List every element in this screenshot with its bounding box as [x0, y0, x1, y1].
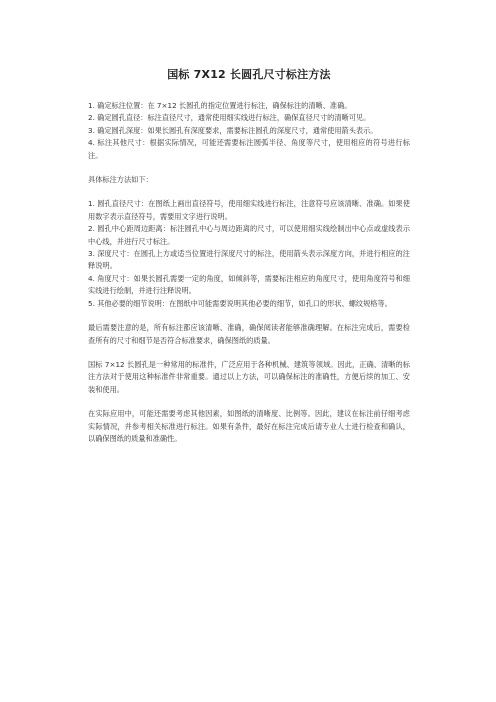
closing-paragraph-3: 在实际应用中，可能还需要考虑其他因素，如图纸的清晰度、比例等。因此，建议在标注前仔细考虑实际情况，并参考相关标准进行标注。如果有条件，最好在标注完成后请专业人士进行检查和确认，以确保图纸的质量和准确性。: [88, 409, 410, 443]
closing-paragraph-2: 国标 7×12 长圆孔是一种常用的标准件，广泛应用于各种机械、建筑等领域。因此，正确、清晰的标注方法对于使用这种标准件非常重要。通过以上方法，可以确保标注的准确性，方便后续的加工、安装和使用。: [88, 359, 410, 394]
method-item-4: 4. 角度尺寸：如果长圆孔需要一定的角度，如倾斜等，需要标注相应的角度尺寸，使用角度符号和细实线进行绘制，并进行注释说明。: [88, 273, 410, 296]
document-page: [88, 66, 410, 445]
intro-item-1: 1. 确定标注位置：在 7×12 长圆孔的指定位置进行标注，确保标注的清晰、准确。: [88, 101, 352, 110]
closing-paragraph-1: 最后需要注意的是，所有标注都应该清晰、准确，确保阅读者能够准确理解。在标注完成后，需要检查所有的尺寸和细节是否符合标准要求，确保图纸的质量。: [88, 323, 410, 345]
intro-item-3: 3. 确定圆孔深度：如果长圆孔有深度要求，需要标注圆孔的深度尺寸，通常使用箭头表示。: [88, 125, 378, 135]
document-title: 国标 7X12 长圆孔尺寸标注方法: [167, 68, 331, 81]
intro-item-4: 4. 标注其他尺寸：根据实际情况，可能还需要标注圆弧半径、角度等尺寸，使用相应的符号进行标注。: [88, 138, 410, 160]
method-item-5: 5. 其他必要的细节说明：在图纸中可能需要说明其他必要的细节，如孔口的形状、螺纹规格等。: [88, 298, 392, 308]
intro-item-2: 2. 确定圆孔直径：标注直径尺寸，通常使用细实线进行标注，确保直径尺寸的清晰可见。: [88, 113, 371, 123]
method-item-3: 3. 深度尺寸：在圆孔上方或适当位置进行深度尺寸的标注，使用箭头表示深度方向，并进行相应的注释说明。: [88, 249, 410, 271]
method-list: [88, 198, 410, 310]
method-item-2: 2. 圆孔中心距周边距离：标注圆孔中心与周边距离的尺寸，可以使用细实线绘制出中心点或虚线表示中心线，并进行尺寸标注。: [88, 224, 410, 246]
intro-list: [88, 100, 410, 162]
method-item-1: 1. 圆孔直径尺寸：在图纸上画出直径符号，使用细实线进行标注，注意符号应该清晰、准确。如果使用数字表示直径符号，需要用文字进行说明。: [88, 199, 410, 221]
methods-heading: 具体标注方法如下：: [88, 175, 153, 185]
